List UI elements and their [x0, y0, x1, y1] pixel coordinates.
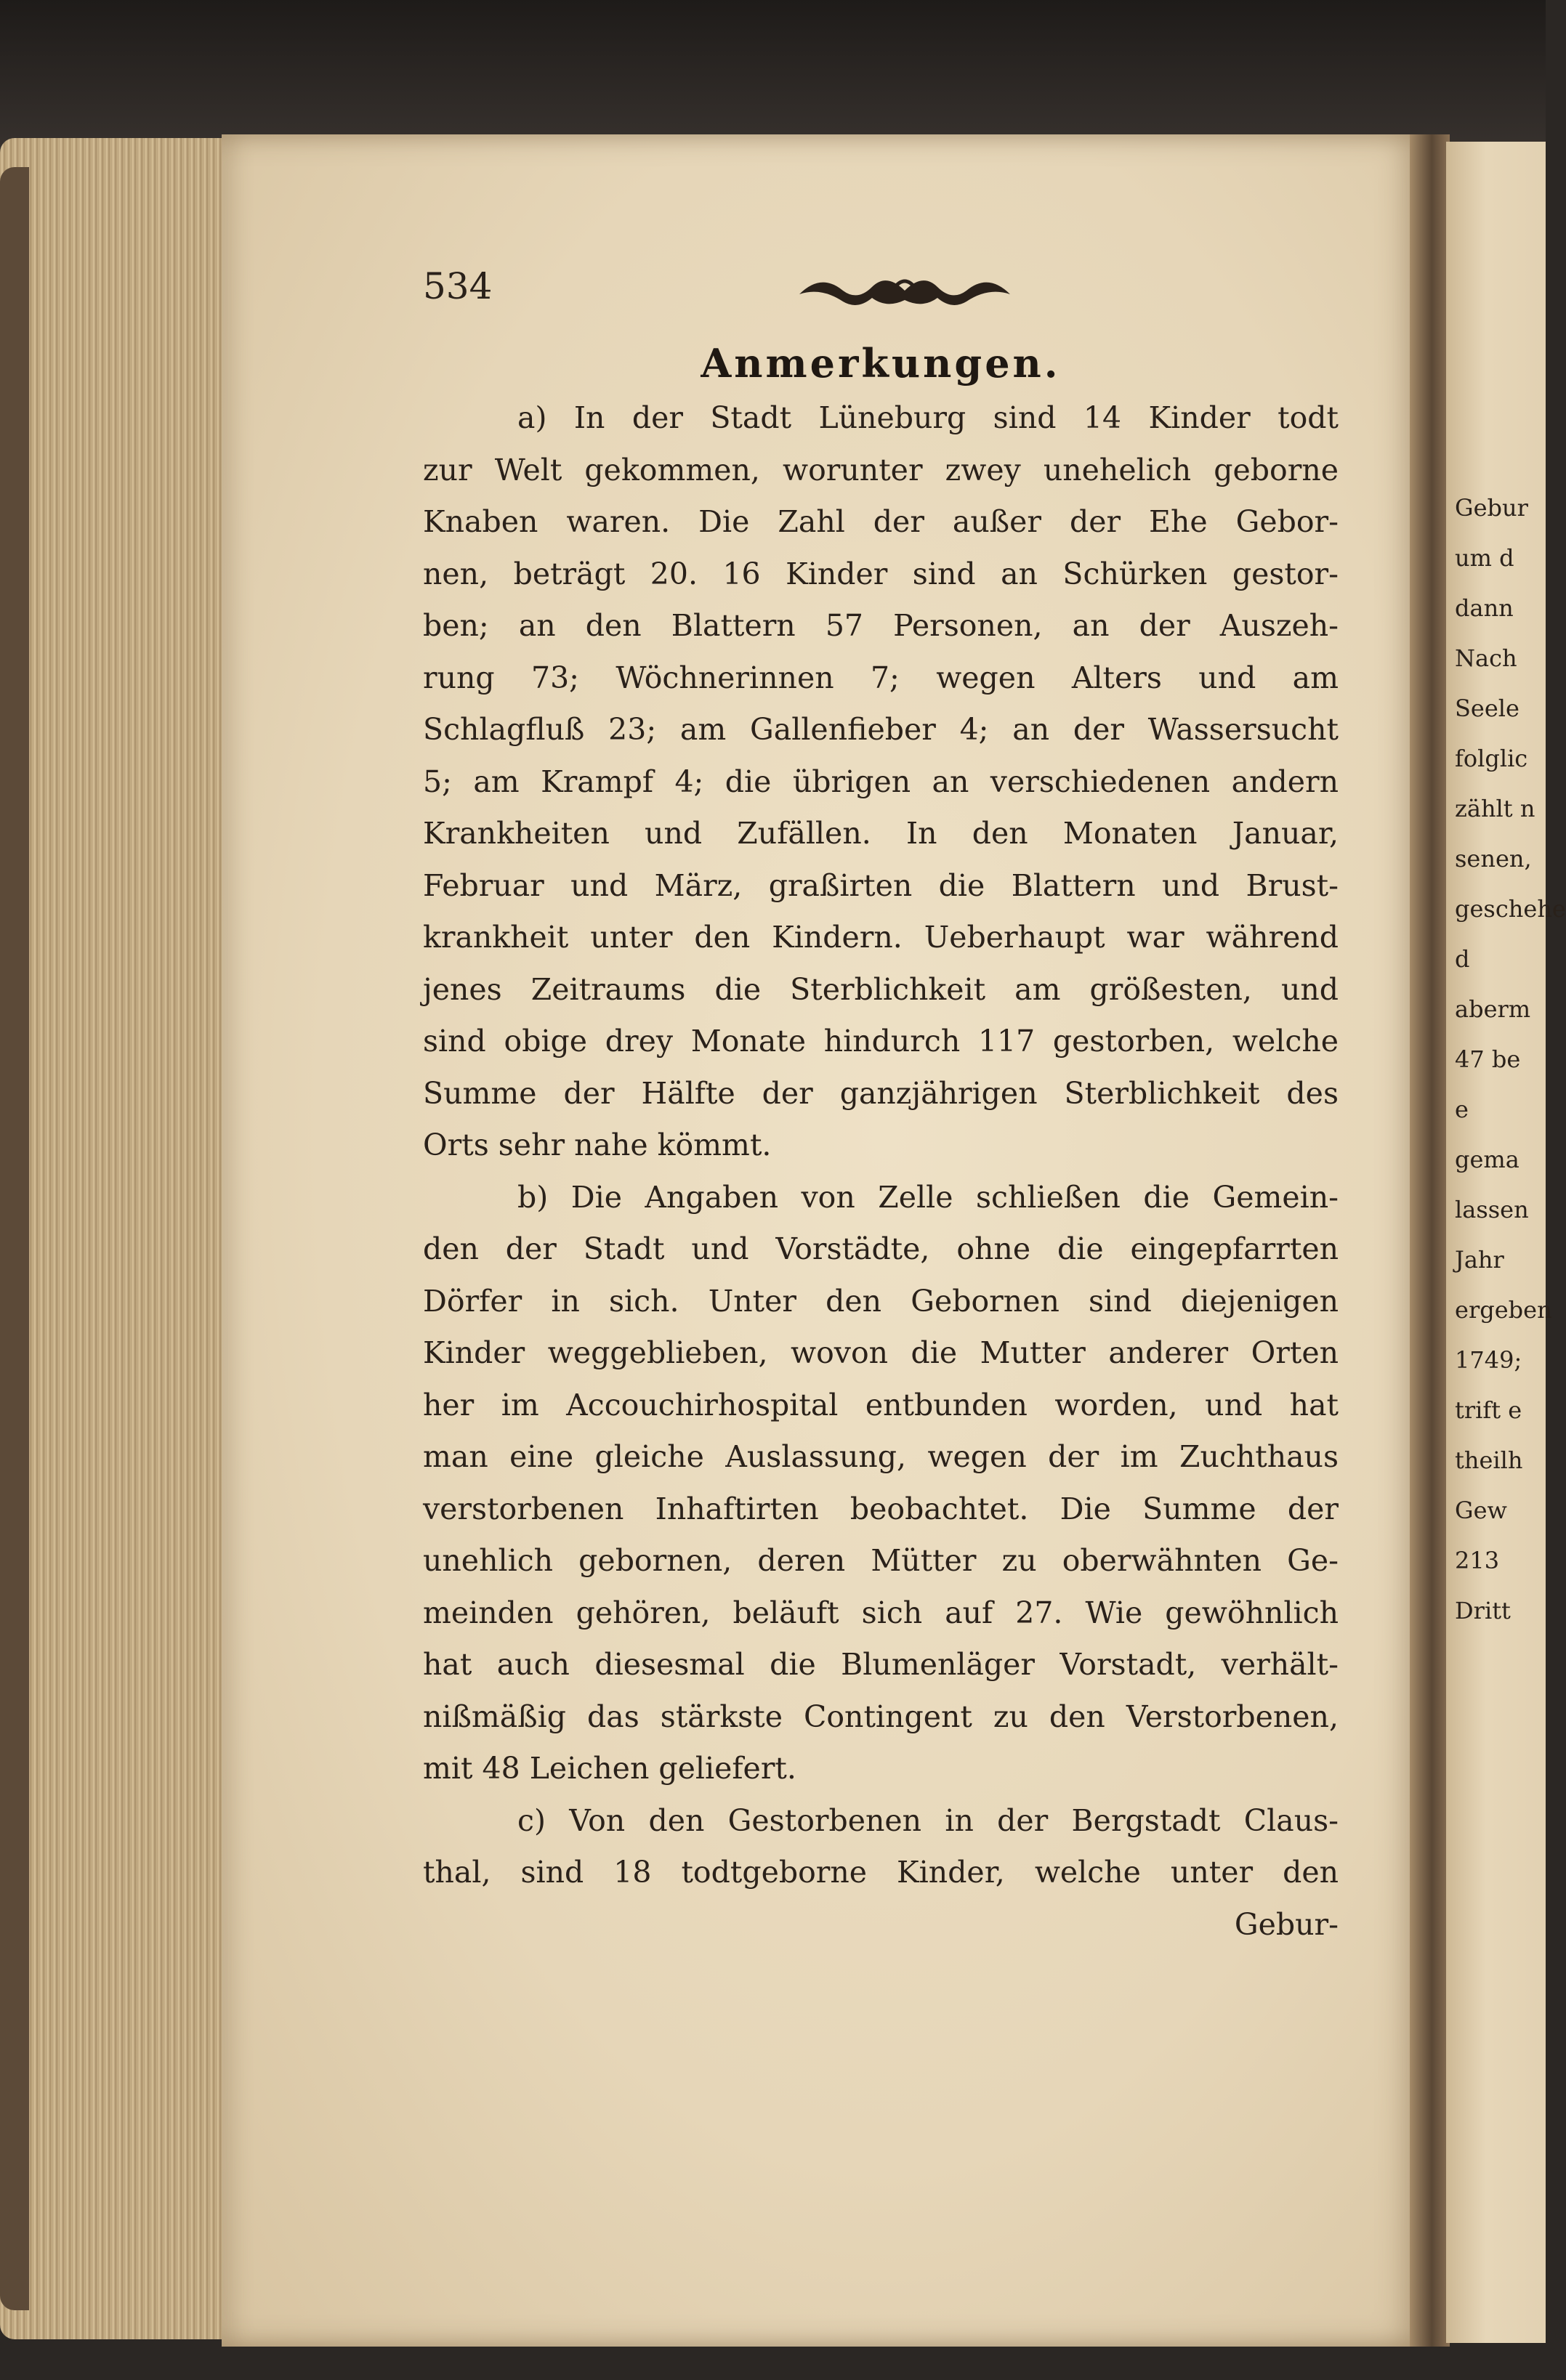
text-line: Knaben waren. Die Zahl der außer der Ehe Gebor- — [423, 504, 1339, 539]
text-line: mit 48 Leichen geliefert. — [423, 1751, 796, 1786]
facing-page-line: Dritt — [1455, 1597, 1511, 1624]
facing-page-line: geschehe — [1455, 895, 1566, 923]
facing-page-line: 47 be — [1455, 1045, 1521, 1073]
facing-page-line: aberm — [1455, 995, 1531, 1023]
facing-page-line: Gew — [1455, 1497, 1507, 1524]
text-line: rung 73; Wöchnerinnen 7; wegen Alters und am — [423, 660, 1339, 695]
text-line: Februar und März, graßirten die Blattern und Brust- — [423, 867, 1339, 903]
book-cover-edge — [0, 167, 29, 2310]
facing-page-line: senen, — [1455, 845, 1532, 873]
text-line: ben; an den Blattern 57 Personen, an der Auszeh- — [423, 608, 1339, 643]
facing-page-line: trift e — [1455, 1396, 1522, 1424]
text-line: b) Die Angaben von Zelle schließen die Gemein- — [517, 1179, 1339, 1215]
body-text — [423, 392, 1339, 1951]
text-line: jenes Zeitraums die Sterblichkeit am größesten, und — [423, 971, 1339, 1007]
facing-page — [1446, 142, 1566, 2343]
facing-page-line: folglic — [1455, 745, 1528, 772]
facing-page-line: Nach — [1455, 644, 1517, 672]
text-line: her im Accouchirhospital entbunden worden, und hat — [423, 1387, 1339, 1422]
facing-page-line: 1749; — [1455, 1346, 1522, 1374]
text-line: hat auch diesesmal die Blumenläger Vorstadt, verhält- — [423, 1647, 1339, 1682]
book-page-edges — [0, 138, 240, 2339]
text-line: verstorbenen Inhaftirten beobachtet. Die Summe der — [423, 1491, 1339, 1526]
facing-page-line: dann — [1455, 594, 1514, 622]
ornament-icon — [785, 265, 1025, 316]
facing-page-text — [1455, 483, 1566, 1636]
text-line: a) In der Stadt Lüneburg sind 14 Kinder todt — [517, 400, 1339, 435]
facing-page-line: 213 — [1455, 1547, 1500, 1574]
text-line: meinden gehören, beläuft sich auf 27. Wie gewöhnlich — [423, 1595, 1339, 1630]
text-line: nen, beträgt 20. 16 Kinder sind an Schürken gestor- — [423, 556, 1339, 591]
facing-page-line: um d — [1455, 544, 1514, 572]
text-line: Summe der Hälfte der ganzjährigen Sterblichkeit des — [423, 1075, 1339, 1111]
page-number: 534 — [423, 265, 493, 307]
page-header — [423, 265, 1339, 316]
text-line: Schlagfluß 23; am Gallenfieber 4; an der Wassersucht — [423, 712, 1339, 747]
text-line: krankheit unter den Kindern. Ueberhaupt war während — [423, 920, 1339, 955]
text-line: den der Stadt und Vorstädte, ohne die eingepfarrten — [423, 1231, 1339, 1266]
facing-page-line: e — [1455, 1096, 1469, 1123]
facing-page-line: ergeben — [1455, 1296, 1552, 1324]
facing-page-line: lassen — [1455, 1196, 1529, 1223]
text-line: nißmäßig das stärkste Contingent zu den Verstorbenen, — [423, 1699, 1339, 1734]
text-line: Kinder weggeblieben, wovon die Mutter anderer Orten — [423, 1335, 1339, 1370]
facing-page-line: Gebur — [1455, 494, 1528, 522]
text-line: Dörfer in sich. Unter den Gebornen sind diejenigen — [423, 1283, 1339, 1319]
text-line: sind obige drey Monate hindurch 117 gestorben, welche — [423, 1024, 1339, 1059]
text-line: 5; am Krampf 4; die übrigen an verschiedenen andern — [423, 764, 1339, 799]
facing-page-line: d — [1455, 945, 1470, 973]
text-line: man eine gleiche Auslassung, wegen der im Zuchthaus — [423, 1439, 1339, 1474]
text-line: thal, sind 18 todtgeborne Kinder, welche unter den — [423, 1855, 1339, 1890]
facing-page-line: Jahr — [1455, 1246, 1504, 1274]
facing-page-line: gema — [1455, 1146, 1519, 1173]
facing-page-line: Seele — [1455, 695, 1519, 722]
text-line: Orts sehr nahe kömmt. — [423, 1128, 772, 1162]
text-line: Krankheiten und Zufällen. In den Monaten Januar, — [423, 816, 1339, 851]
text-line: Gebur- — [1234, 1906, 1339, 1942]
book-gutter — [1410, 134, 1450, 2347]
text-line: unehlich gebornen, deren Mütter zu oberwähnten Ge- — [423, 1543, 1339, 1578]
text-line: zur Welt gekommen, worunter zwey unehelich geborne — [423, 452, 1339, 487]
facing-page-line: theilh — [1455, 1446, 1523, 1474]
page-title: Anmerkungen. — [701, 340, 1061, 386]
facing-page-line: zählt n — [1455, 795, 1535, 822]
text-line: c) Von den Gestorbenen in der Bergstadt Claus- — [517, 1802, 1339, 1838]
